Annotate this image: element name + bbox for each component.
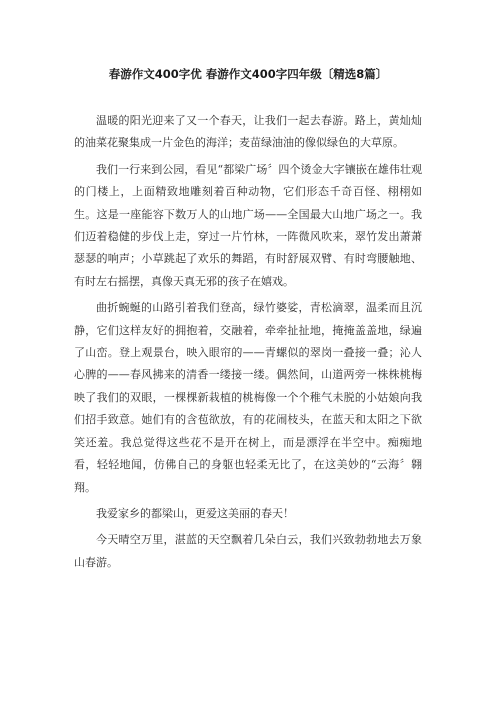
- paragraph: 我们一行来到公园，看见“都梁广场〞四个烫金大字镶嵌在雄伟壮观的门楼上，上面精致地雕刻着百种动物，它们形态千奇百怪、栩栩如生。这是一座能容下数万人的山地广场——全国最大山地广场之一。我们迈着稳健的步伐上走，穿过一片竹林，一阵微风吹来，翠竹发出萧萧瑟瑟的响声；小草跳起了欢乐的舞蹈，有时舒展双臂、有时弯腰触地、有时左右摇摆，真像天真无邪的孩子在嬉戏。: [74, 162, 422, 288]
- paragraph: 曲折蜿蜒的山路引着我们登高，绿竹婆娑，青松滴翠，温柔而且沉静，它们这样友好的拥抱着，交融着，牵牵扯扯地，掩掩盖盖地，绿遍了山峦。登上观景台，映入眼帘的——青螺似的翠岗一叠接一叠；沁人心脾的——春风拂来的清香一缕接一缕。偶然间，山道两旁一株株桃梅映了我们的双眼，一棵棵新栽植的桃梅像一个个稚气未脱的小姑娘向我们招手致意。她们有的含苞欲放，有的花闹枝头，在蓝天和太阳之下欲笑还羞。我总觉得这些花不是开在树上，而是漂浮在半空中。痴痴地看，轻轻地闻，仿佛自己的身躯也轻柔无比了，在这美妙的“云海〞翱翔。: [74, 301, 422, 494]
- paragraph: 温暖的阳光迎来了又一个春天，让我们一起去春游。路上，黄灿灿的油菜花聚集成一片金色的海洋；麦苗绿油油的像似绿色的大草原。: [74, 114, 422, 150]
- paragraph: 今天晴空万里，湛蓝的天空飘着几朵白云，我们兴致勃勃地去万象山春游。: [74, 533, 422, 569]
- document-body: [74, 110, 422, 578]
- paragraph: 我爱家乡的都梁山，更爱这美丽的春天！: [96, 506, 294, 520]
- document-title: 春游作文400字优 春游作文400字四年级〔精选8篇〕: [108, 67, 388, 81]
